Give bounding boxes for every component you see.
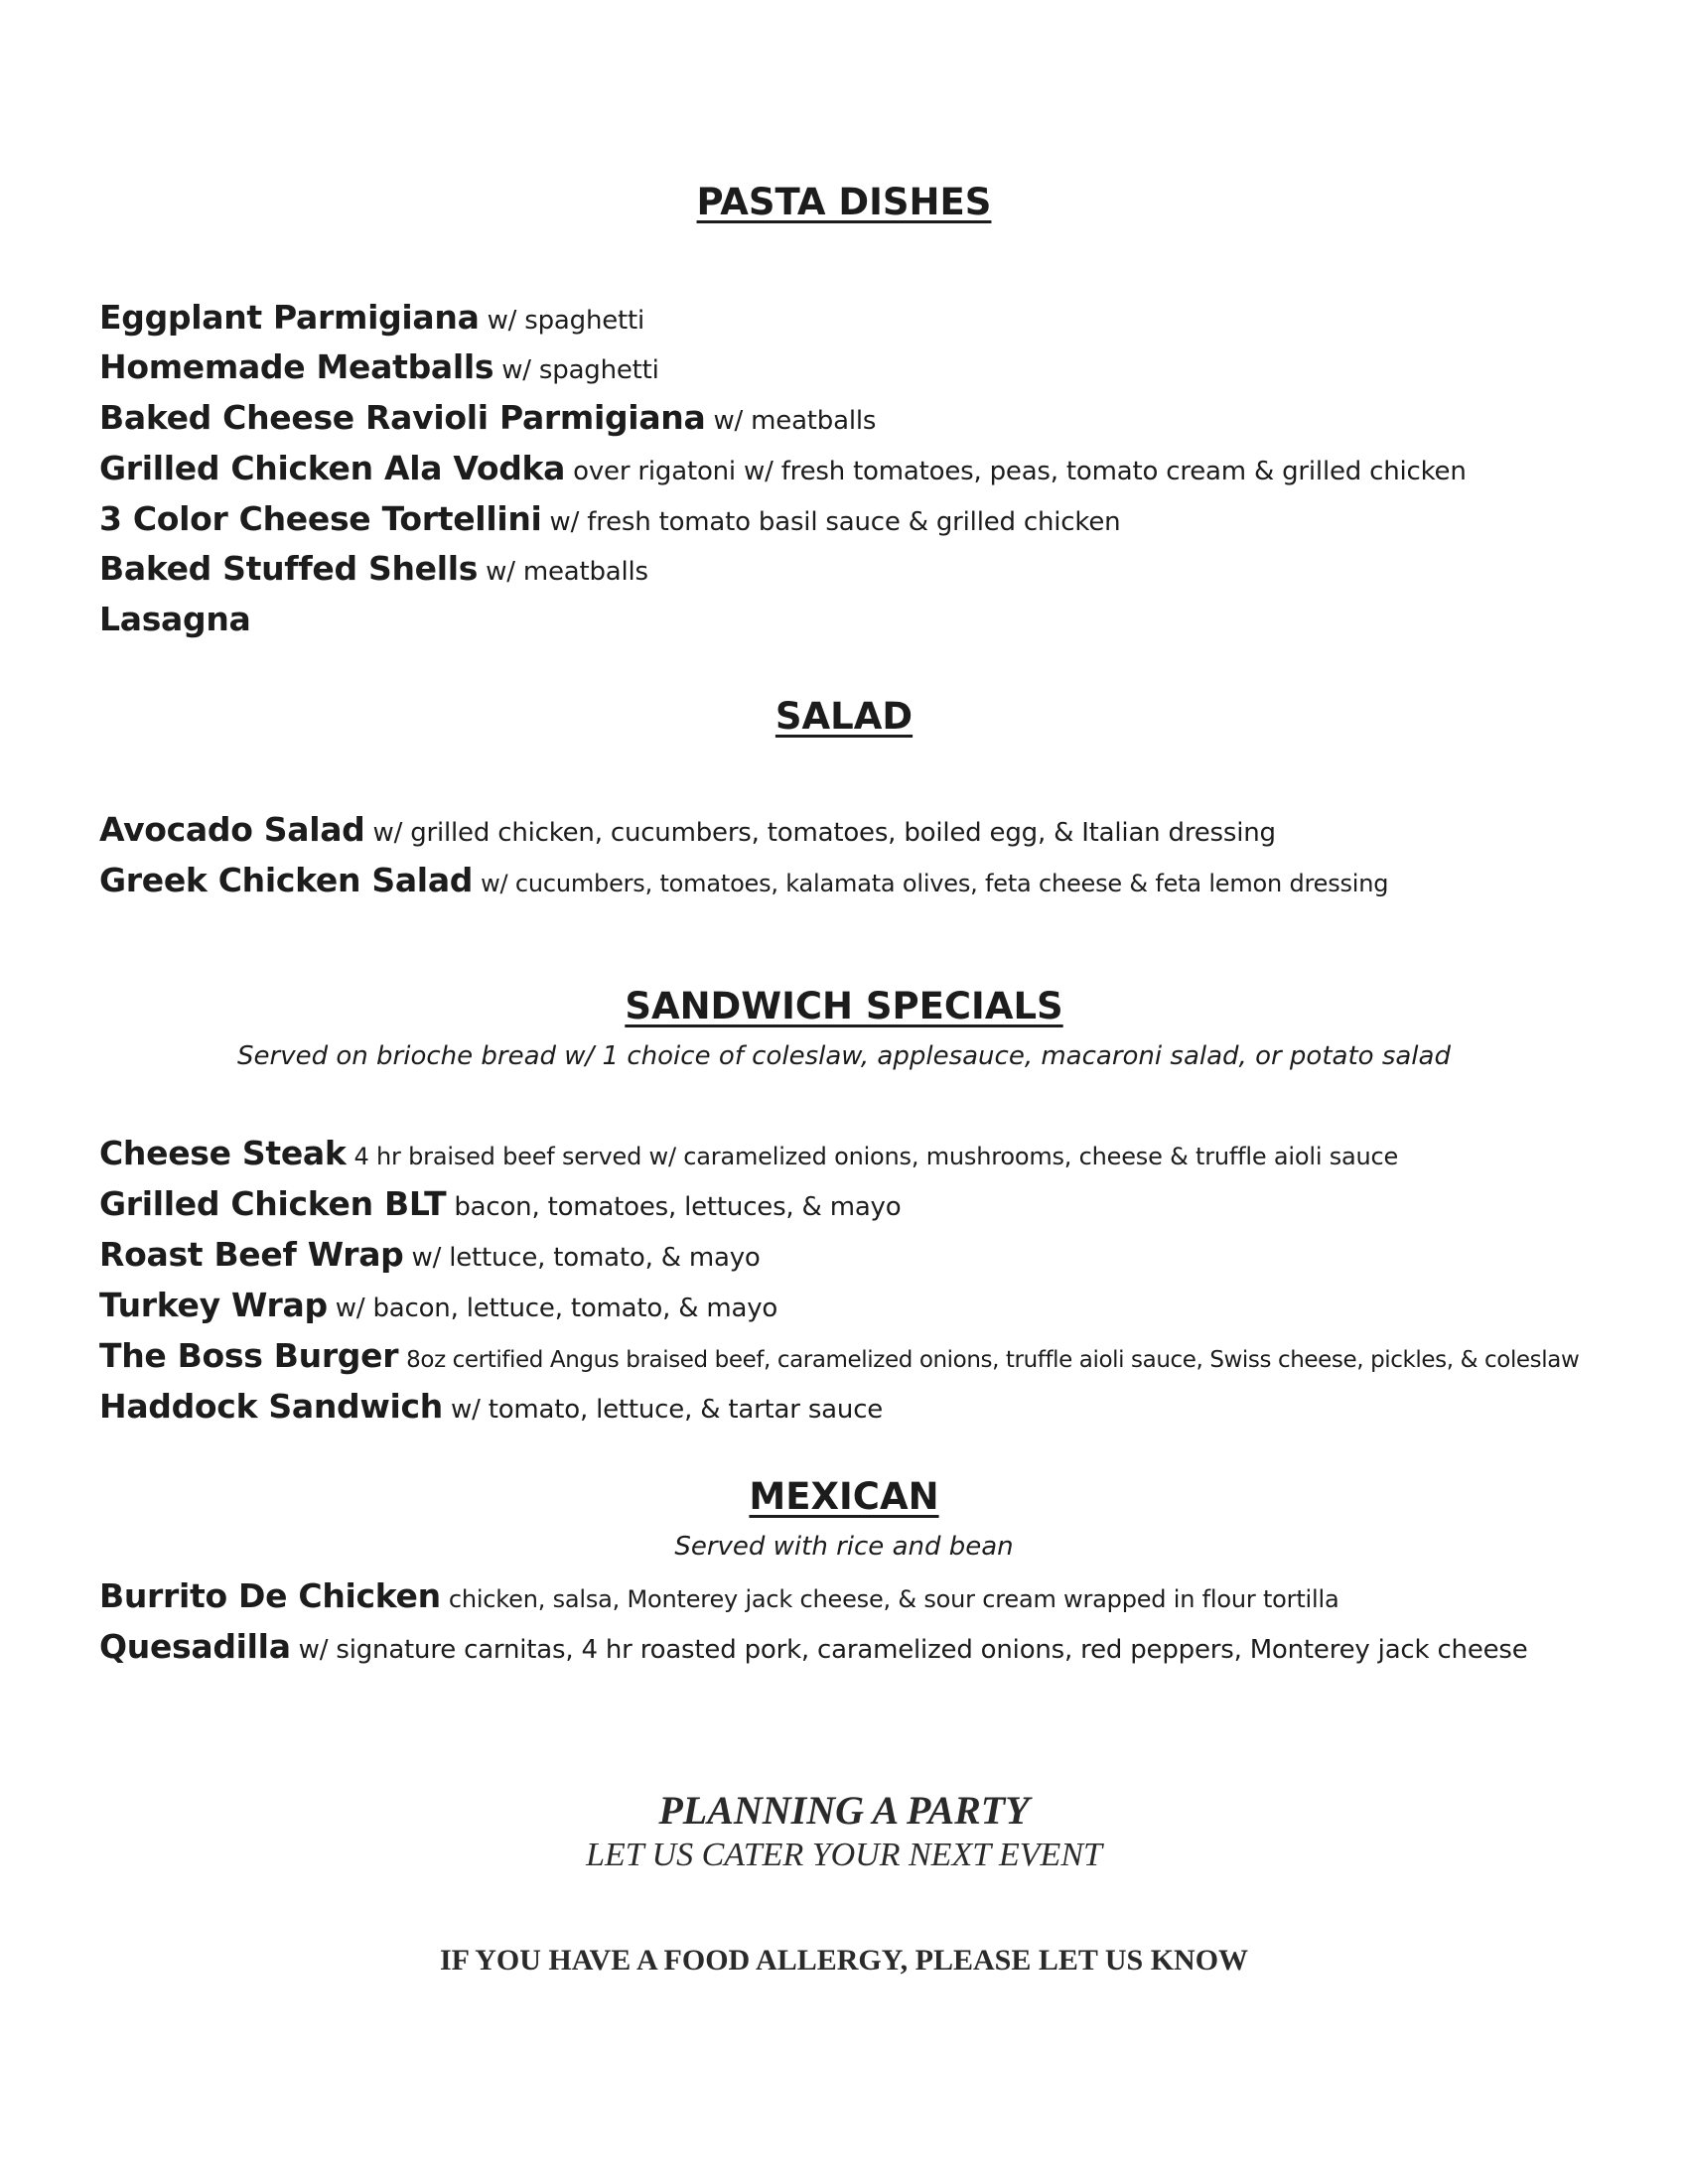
menu-item-description: chicken, salsa, Monterey jack cheese, & sour cream wrapped in flour tortilla: [448, 1585, 1339, 1613]
menu-item: [99, 1627, 1648, 1666]
menu-item-name: Cheese Steak: [99, 1134, 347, 1172]
menu-item-name: Quesadilla: [99, 1627, 291, 1666]
menu-item-description: w/ signature carnitas, 4 hr roasted pork, caramelized onions, red peppers, Monterey jack cheese: [298, 1635, 1528, 1665]
menu-item: [99, 1336, 1648, 1375]
menu-item-description: w/ lettuce, tomato, & mayo: [411, 1243, 761, 1273]
menu-item: [99, 600, 1648, 638]
catering-subheading: LET US CATER YOUR NEXT EVENT: [586, 1837, 1102, 1873]
menu-item-name: Grilled Chicken Ala Vodka: [99, 449, 566, 487]
sandwich-section-subtitle: Served on brioche bread w/ 1 choice of coleslaw, applesauce, macaroni salad, or potato salad: [237, 1041, 1451, 1071]
menu-item: [99, 347, 1648, 386]
salad-section-title: SALAD: [774, 695, 914, 738]
menu-item-description: w/ grilled chicken, cucumbers, tomatoes, boiled egg, & Italian dressing: [372, 818, 1276, 848]
menu-item: [99, 549, 1648, 588]
menu-item: [99, 1134, 1648, 1172]
menu-item-name: The Boss Burger: [99, 1336, 399, 1375]
menu-item-description: 8oz certified Angus braised beef, caramelized onions, truffle aioli sauce, Swiss cheese, pickles, & coleslaw: [406, 1347, 1580, 1373]
menu-item-description: 4 hr braised beef served w/ caramelized onions, mushrooms, cheese & truffle aioli sauce: [353, 1143, 1399, 1170]
menu-item: [99, 398, 1648, 437]
menu-item-description: w/ spaghetti: [501, 355, 659, 385]
menu-item-name: Eggplant Parmigiana: [99, 298, 480, 337]
menu-item-description: w/ cucumbers, tomatoes, kalamata olives, feta cheese & feta lemon dressing: [481, 870, 1389, 897]
menu-item-description: w/ meatballs: [713, 406, 877, 436]
menu-item: [99, 1576, 1648, 1615]
menu-item-name: Homemade Meatballs: [99, 347, 494, 386]
menu-item-name: Baked Cheese Ravioli Parmigiana: [99, 398, 706, 437]
menu-item: [99, 1235, 1648, 1274]
allergy-notice: IF YOU HAVE A FOOD ALLERGY, PLEASE LET US KNOW: [439, 1944, 1249, 1977]
menu-item-name: Turkey Wrap: [99, 1286, 328, 1324]
menu-item-name: Avocado Salad: [99, 810, 365, 849]
menu-item-name: Grilled Chicken BLT: [99, 1184, 447, 1223]
menu-item-name: Greek Chicken Salad: [99, 861, 474, 899]
sandwich-section-title: SANDWICH SPECIALS: [625, 985, 1063, 1027]
mexican-section-title: MEXICAN: [749, 1475, 939, 1518]
menu-item-description: bacon, tomatoes, lettuces, & mayo: [454, 1192, 902, 1222]
menu-item: [99, 298, 1648, 337]
menu-item-description: w/ bacon, lettuce, tomato, & mayo: [335, 1294, 778, 1323]
menu-item: [99, 499, 1648, 538]
menu-item: [99, 449, 1648, 487]
menu-item-description: w/ spaghetti: [487, 306, 645, 336]
menu-item-description: w/ meatballs: [486, 557, 648, 587]
menu-item-name: Baked Stuffed Shells: [99, 549, 479, 588]
pasta-section-title: PASTA DISHES: [696, 181, 992, 223]
menu-item-name: Roast Beef Wrap: [99, 1235, 404, 1274]
menu-item-name: Lasagna: [99, 600, 251, 638]
menu-item-description: over rigatoni w/ fresh tomatoes, peas, tomato cream & grilled chicken: [573, 457, 1467, 486]
catering-heading: PLANNING A PARTY: [658, 1788, 1030, 1833]
menu-item: [99, 1184, 1648, 1223]
menu-item-description: w/ tomato, lettuce, & tartar sauce: [451, 1395, 884, 1425]
mexican-section-subtitle: Served with rice and bean: [674, 1532, 1014, 1562]
menu-item: [99, 1387, 1648, 1426]
menu-item-name: Burrito De Chicken: [99, 1576, 441, 1615]
menu-item: [99, 1286, 1648, 1324]
menu-item-name: Haddock Sandwich: [99, 1387, 444, 1426]
menu-item: [99, 810, 1648, 849]
menu-item-description: w/ fresh tomato basil sauce & grilled chicken: [549, 507, 1121, 537]
menu-item: [99, 861, 1648, 899]
menu-item-name: 3 Color Cheese Tortellini: [99, 499, 542, 538]
